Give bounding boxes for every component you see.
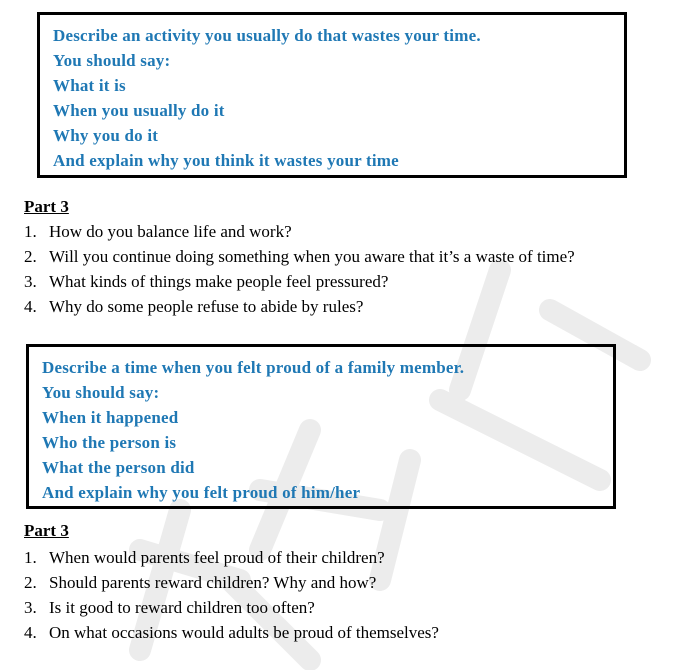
list-item bbox=[24, 595, 439, 620]
cue-card-title: Describe a time when you felt proud of a family member. bbox=[42, 358, 465, 377]
list-item bbox=[24, 620, 439, 645]
cue-card-line: Who the person is bbox=[42, 433, 177, 452]
question-text: Will you continue doing something when you aware that it’s a waste of time? bbox=[49, 247, 575, 266]
question-number: 3. bbox=[24, 598, 37, 617]
cue-card-line: When it happened bbox=[42, 408, 179, 427]
question-number: 4. bbox=[24, 297, 37, 316]
question-number: 4. bbox=[24, 623, 37, 642]
list-item bbox=[24, 570, 439, 595]
cue-card-title: Describe an activity you usually do that wastes your time. bbox=[53, 26, 481, 45]
list-item bbox=[24, 269, 575, 294]
question-number: 1. bbox=[24, 548, 37, 567]
cue-card-line: And explain why you felt proud of him/her bbox=[42, 483, 361, 502]
cue-card-line: What it is bbox=[53, 76, 126, 95]
question-text: What kinds of things make people feel pressured? bbox=[49, 272, 389, 291]
question-list bbox=[24, 545, 439, 645]
cue-card-activity bbox=[37, 12, 627, 178]
cue-card-line: When you usually do it bbox=[53, 101, 225, 120]
question-text: When would parents feel proud of their children? bbox=[49, 548, 385, 567]
cue-card-family bbox=[26, 344, 616, 509]
cue-card-line: Why you do it bbox=[53, 126, 159, 145]
list-item bbox=[24, 545, 439, 570]
question-text: On what occasions would adults be proud of themselves? bbox=[49, 623, 439, 642]
part3-heading: Part 3 bbox=[24, 521, 69, 540]
cue-card-line: What the person did bbox=[42, 458, 195, 477]
question-number: 2. bbox=[24, 247, 37, 266]
question-text: Should parents reward children? Why and how? bbox=[49, 573, 377, 592]
list-item bbox=[24, 219, 575, 244]
cue-card-line: You should say: bbox=[42, 383, 160, 402]
list-item bbox=[24, 244, 575, 269]
question-text: How do you balance life and work? bbox=[49, 222, 292, 241]
question-text: Is it good to reward children too often? bbox=[49, 598, 315, 617]
question-number: 3. bbox=[24, 272, 37, 291]
question-list bbox=[24, 219, 575, 319]
part3-heading: Part 3 bbox=[24, 197, 69, 216]
question-text: Why do some people refuse to abide by rules? bbox=[49, 297, 364, 316]
cue-card-line: And explain why you think it wastes your time bbox=[53, 151, 399, 170]
question-number: 2. bbox=[24, 573, 37, 592]
question-number: 1. bbox=[24, 222, 37, 241]
list-item bbox=[24, 294, 575, 319]
cue-card-line: You should say: bbox=[53, 51, 171, 70]
